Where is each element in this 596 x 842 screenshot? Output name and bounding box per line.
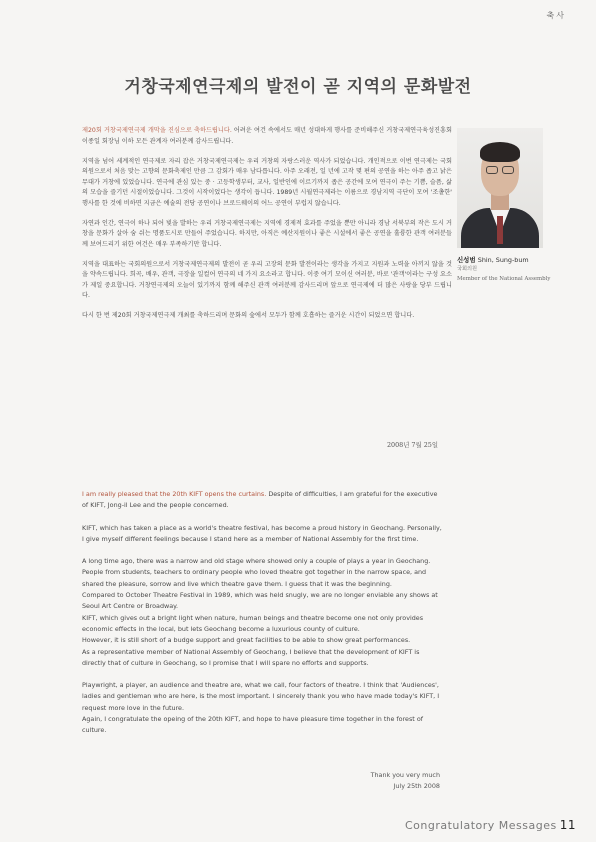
english-message [82, 489, 444, 737]
korean-paragraph-5: 다시 한 번 제20회 거창국제연극제 개최를 축하드리며 문화의 숲에서 모두가 함께 호흡하는 즐거운 시간이 되었으면 합니다. [82, 312, 415, 319]
korean-paragraph-3: 자연과 인간, 연극이 하나 되어 빛을 발하는 우리 거창국제연극제는 지역에 경제적 효과를 주었을 뿐만 아니라 경남 서북부의 작은 도시 거창을 문화가 살아 숨 쉬는 명품도시로 만들어 주었습니다. 하지만, 아직은 예산지원이나 좋은 시설에서 좋은 공연을 훌륭한 관객 여러분들께 보여드리기 위한 여건은 매우 부족하기만 합니다. [82, 219, 452, 248]
korean-p1-rest: 어려운 여건 속에서도 매년 성대하게 행사를 준비해주신 거창국제연극육성진흥회 이종일 회장님 이하 모든 관계자 여러분께 감사드립니다. [82, 127, 452, 145]
portrait-photo [457, 128, 543, 248]
role-english: Member of the National Assembly [457, 276, 551, 282]
photo-caption-name [457, 255, 567, 264]
name-english: Shin, Sung-bum [477, 256, 529, 264]
korean-paragraph-4: 지역을 대표하는 국회의원으로서 거창국제연극제의 발전이 곧 우리 고장의 문화 발전이라는 생각을 가지고 지원과 노력을 아끼지 않을 것을 약속드립니다. 희곡, 배우, 관객, 극장을 일컬어 연극의 네 가지 요소라고 합니다. 이중 여기 모이신 여러분, 바로 '관객'이라는 구성 요소가 제일 중요합니다. 거창연극제의 오늘이 있기까지 함께 해주신 관객 여러분께 감사드리며 앞으로 연극제에 더 많은 사랑을 당부 드립니다. [82, 260, 452, 299]
english-date: July 25th 2008 [393, 782, 440, 790]
korean-message [82, 126, 452, 331]
portrait-glasses-right [502, 166, 514, 174]
english-paragraph-3a: A long time ago, there was a narrow and old stage where showed only a couple of plays a year in Geochang. People from students, teachers to ordinary people who loved theatre got together in the narrow space, and shared the pleasure, sorrow and live which theatre gave them. I guess that it was the beginning. [82, 557, 431, 588]
english-paragraph-3b: Compared to October Theatre Festival in 1989, which was held snugly, we are no longer enviable any shows at Seoul Art Centre or Broadway. [82, 591, 438, 611]
thanks-line: Thank you very much [370, 771, 440, 779]
page-title: 거창국제연극제의 발전이 곧 지역의 문화발전 [124, 77, 472, 97]
english-paragraph-3c: KIFT, which gives out a bright light when nature, human beings and theatre become one not only provides economic effects in the local, but lets Geochang become a luxurious county of culture. [82, 613, 424, 633]
korean-date: 2008년 7월 25일 [386, 441, 438, 449]
portrait-tie [497, 216, 503, 244]
role-korean: 국회의원 [457, 266, 478, 272]
footer-label: Congratulatory Messages [404, 819, 557, 832]
page-footer [405, 818, 576, 832]
korean-lead: 제20회 거창국제연극제 개막을 진심으로 축하드립니다. [82, 127, 232, 134]
korean-paragraph-1 [82, 126, 452, 147]
english-paragraph-2: KIFT, which has taken a place as a world's theatre festival, has become a proud history in Geochang. Personally, I give myself different feelings because I stand here as a member of National Assembly for the first time. [82, 523, 442, 543]
english-closing [300, 770, 440, 792]
section-tag: 축사 [546, 11, 566, 20]
english-p1-rest: Despite of difficulties, I am grateful for the executive of KIFT, Jong-il Lee and the people concerned. [82, 490, 438, 510]
portrait-glasses-left [486, 166, 498, 174]
english-paragraph-3e: As a representative member of National Assembly of Geochang, I believe that the development of KIFT is directly that of culture in Geochang, so I promise that I will spare no efforts and supports. [82, 647, 420, 667]
english-paragraph-1 [82, 489, 444, 512]
korean-paragraph-2: 지역을 넘어 세계적인 연극제로 자리 잡은 거창국제연극제는 우리 거창의 자랑스러운 역사가 되었습니다. 개인적으로 이번 연극제는 국회의원으로서 처음 맞는 고향의 문화축제인 만큼 그 감회가 매우 남다릅니다. 아주 오래전, 일 년에 고작 몇 편의 공연을 하는 아주 좁고 낡은 무대가 거창에 있었습니다. 연극에 관심 있는 중 · 고등학생부터, 교사, 일반인에 이르기까지 좁은 공간에 모여 연극이 주는 기쁨, 슬픔, 삶의 모습을 즐기던 시절이었습니다. 그것이 시작이었다는 생각이 듭니다. 1989년 시월연극제라는 이름으로 경남지역 극단이 모여 '조촐한' 행사를 한 것에 비하면 지금은 예술의 전당 공연이나 브로드웨이의 어느 공연이 부럽지 않습니다. [82, 157, 452, 207]
english-paragraph-3d: However, it is still short of a budge support and great facilities to be able to show great performances. [82, 636, 411, 645]
english-paragraph-4b: Again, I congratulate the opeing of the 20th KIFT, and hope to have pleasure time together in the forest of culture. [82, 715, 424, 735]
portrait-hair [480, 142, 520, 162]
name-korean: 신성범 [457, 256, 476, 264]
english-paragraph-4a: Playwright, a player, an audience and theatre are, what we call, four factors of theatre. I think that 'Audiences', ladies and gentleman who are here, is the most important. I sincerely thank you who have made today's KIFT, I request more love in the future. [82, 681, 440, 712]
english-lead: I am really pleased that the 20th KIFT opens the curtains. [82, 490, 267, 498]
page-number: 11 [559, 818, 576, 832]
